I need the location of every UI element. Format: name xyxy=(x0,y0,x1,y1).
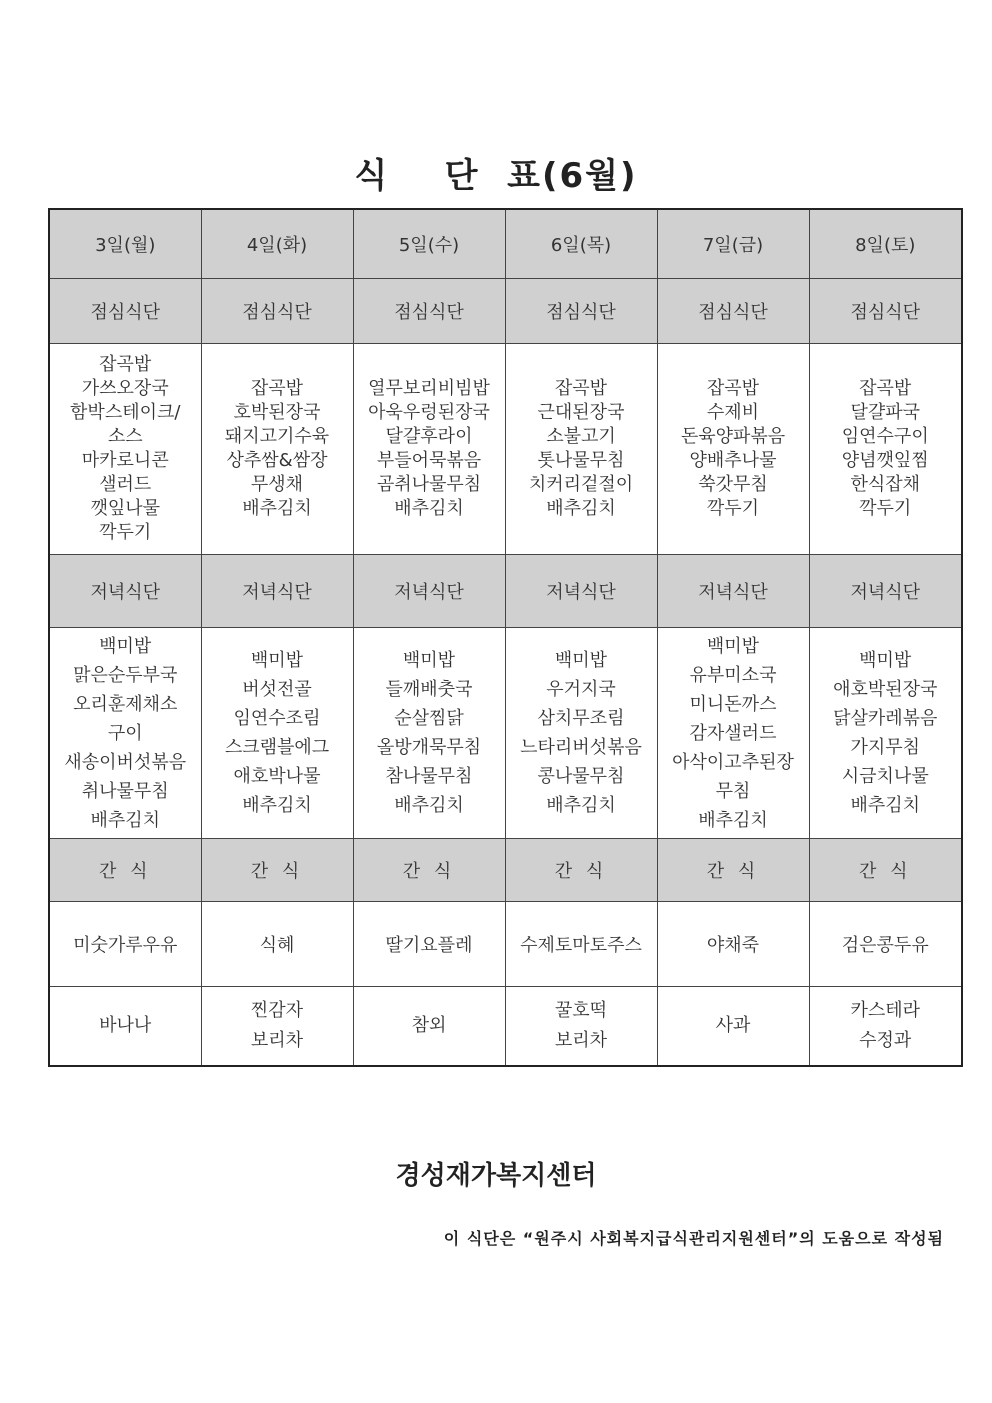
dinner-label-cell: 저녁식단 xyxy=(353,555,505,628)
menu-item: 부들어묵볶음 xyxy=(376,450,482,471)
menu-item: 깍두기 xyxy=(706,498,760,519)
menu-item: 찐감자 xyxy=(250,1000,304,1021)
snack-item-cell: 검은콩두유 xyxy=(809,902,962,987)
lunch-header-row xyxy=(49,279,962,344)
menu-item: 소스 xyxy=(107,426,143,447)
menu-item: 소불고기 xyxy=(546,426,616,447)
dinner-label-cell: 저녁식단 xyxy=(49,555,201,628)
menu-item: 스크램블에그 xyxy=(224,737,330,758)
menu-item: 버섯전골 xyxy=(242,679,312,700)
menu-item: 올방개묵무침 xyxy=(376,737,482,758)
menu-item: 아욱우렁된장국 xyxy=(368,402,490,423)
dinner-header-row xyxy=(49,555,962,628)
menu-item: 배추김치 xyxy=(850,795,921,816)
snack-item-cell xyxy=(201,987,353,1067)
menu-item: 잡곡밥 xyxy=(706,378,760,399)
menu-item: 미니돈까스 xyxy=(689,693,777,715)
dinner-label-cell: 저녁식단 xyxy=(201,555,353,628)
menu-item: 취나물무침 xyxy=(81,780,169,802)
snack-item-cell xyxy=(809,987,962,1067)
snack-label-cell: 간 식 xyxy=(353,839,505,902)
snack-item-cell xyxy=(353,987,505,1067)
menu-item: 열무보리비빔밥 xyxy=(368,378,490,399)
dinner-menu-cell xyxy=(657,628,809,839)
lunch-label-cell: 점심식단 xyxy=(657,279,809,344)
lunch-label-cell: 점심식단 xyxy=(49,279,201,344)
menu-item: 쑥갓무침 xyxy=(698,474,768,495)
lunch-menu-cell xyxy=(353,344,505,555)
snack-label-cell: 간 식 xyxy=(201,839,353,902)
menu-item: 바나나 xyxy=(99,1015,152,1036)
menu-item: 배추김치 xyxy=(546,498,616,519)
menu-item: 배추김치 xyxy=(90,809,161,831)
menu-item: 수제비 xyxy=(706,402,760,423)
menu-item: 임연수조림 xyxy=(233,708,321,729)
menu-item: 마카로니콘 xyxy=(81,450,169,471)
menu-item: 임연수구이 xyxy=(841,426,929,447)
day-header-cell: 3일(월) xyxy=(49,209,201,279)
snack-row-1 xyxy=(49,902,962,987)
menu-item: 백미밥 xyxy=(99,635,152,657)
dinner-menu-cell xyxy=(809,628,962,839)
menu-item: 감자샐러드 xyxy=(689,722,777,744)
snack-item-cell: 미숫가루우유 xyxy=(49,902,201,987)
lunch-menu-cell xyxy=(201,344,353,555)
dinner-menu-cell xyxy=(505,628,657,839)
dinner-menu-cell xyxy=(49,628,201,839)
menu-item: 가지무침 xyxy=(850,737,921,758)
menu-item: 잡곡밥 xyxy=(859,378,912,399)
organization-name: 경성재가복지센터 xyxy=(395,1161,597,1191)
dinner-label-cell: 저녁식단 xyxy=(657,555,809,628)
menu-item: 잡곡밥 xyxy=(554,378,608,399)
menu-item: 근대된장국 xyxy=(537,402,625,423)
snack-item-cell xyxy=(49,987,201,1067)
lunch-menu-cell xyxy=(809,344,962,555)
menu-item: 배추김치 xyxy=(546,795,616,816)
day-header-row xyxy=(49,209,962,279)
dinner-label-cell: 저녁식단 xyxy=(505,555,657,628)
lunch-menu-cell xyxy=(49,344,201,555)
menu-item: 백미밥 xyxy=(859,650,912,671)
day-header-cell: 5일(수) xyxy=(353,209,505,279)
menu-item: 순살찜닭 xyxy=(394,708,464,729)
lunch-menu-row xyxy=(49,344,962,555)
menu-item: 깍두기 xyxy=(99,522,152,543)
menu-item: 곰취나물무침 xyxy=(376,474,482,495)
menu-item: 보리차 xyxy=(250,1030,304,1051)
menu-item: 톳나물무침 xyxy=(537,450,625,471)
menu-item: 시금치나물 xyxy=(841,766,929,787)
menu-item: 돼지고기수육 xyxy=(224,426,330,447)
menu-item: 한식잡채 xyxy=(850,474,921,495)
lunch-menu-cell xyxy=(657,344,809,555)
menu-item: 느타리버섯볶음 xyxy=(520,737,642,758)
menu-item: 카스테라 xyxy=(850,1000,921,1021)
footnote: 이 식단은 “원주시 사회복지급식관리지원센터”의 도움으로 작성됨 xyxy=(443,1229,944,1248)
menu-item: 애호박된장국 xyxy=(833,679,938,700)
menu-item: 사과 xyxy=(715,1015,751,1036)
menu-item: 배추김치 xyxy=(242,498,312,519)
menu-item: 수정과 xyxy=(859,1030,912,1051)
lunch-label-cell: 점심식단 xyxy=(201,279,353,344)
menu-item: 유부미소국 xyxy=(689,664,777,686)
menu-item: 상추쌈&쌈장 xyxy=(226,450,328,471)
menu-item: 달걀파국 xyxy=(850,402,921,423)
menu-item: 가쓰오장국 xyxy=(81,378,169,399)
menu-item: 백미밥 xyxy=(554,650,608,671)
menu-item: 오리훈제채소 xyxy=(73,693,178,715)
menu-item: 백미밥 xyxy=(250,650,304,671)
menu-item: 구이 xyxy=(107,722,143,744)
menu-item: 참나물무침 xyxy=(385,766,473,787)
snack-label-cell: 간 식 xyxy=(49,839,201,902)
day-header-cell: 7일(금) xyxy=(657,209,809,279)
day-header-cell: 8일(토) xyxy=(809,209,962,279)
menu-item: 보리차 xyxy=(554,1030,608,1051)
menu-item: 무침 xyxy=(715,780,751,802)
dinner-menu-row xyxy=(49,628,962,839)
snack-item-cell: 딸기요플레 xyxy=(353,902,505,987)
menu-item: 아삭이고추된장 xyxy=(672,751,794,773)
snack-label-cell: 간 식 xyxy=(657,839,809,902)
snack-item-cell xyxy=(657,987,809,1067)
dinner-menu-cell xyxy=(201,628,353,839)
menu-item: 배추김치 xyxy=(698,809,768,831)
dinner-menu-cell xyxy=(353,628,505,839)
snack-header-row xyxy=(49,839,962,902)
snack-item-cell: 수제토마토주스 xyxy=(505,902,657,987)
menu-item: 백미밥 xyxy=(706,635,760,657)
snack-item-cell xyxy=(505,987,657,1067)
day-header-cell: 6일(목) xyxy=(505,209,657,279)
snack-row-2 xyxy=(49,987,962,1067)
menu-item: 참외 xyxy=(411,1015,447,1036)
menu-item: 무생채 xyxy=(250,474,304,495)
menu-item: 호박된장국 xyxy=(233,402,321,423)
page-title: 식 단 표(6월) xyxy=(354,156,638,196)
menu-item: 맑은순두부국 xyxy=(73,664,178,686)
snack-item-cell: 야채죽 xyxy=(657,902,809,987)
menu-item: 들깨배춧국 xyxy=(385,679,473,700)
snack-item-cell: 식혜 xyxy=(201,902,353,987)
menu-item: 배추김치 xyxy=(394,498,464,519)
snack-label-cell: 간 식 xyxy=(505,839,657,902)
menu-item: 샐러드 xyxy=(99,474,152,495)
menu-item: 백미밥 xyxy=(402,650,456,671)
menu-item: 잡곡밥 xyxy=(250,378,304,399)
menu-item: 배추김치 xyxy=(242,795,312,816)
menu-item: 깻잎나물 xyxy=(90,498,161,519)
menu-item: 애호박나물 xyxy=(233,766,321,787)
meal-table xyxy=(48,208,963,1067)
lunch-label-cell: 점심식단 xyxy=(353,279,505,344)
menu-item: 치커리겉절이 xyxy=(528,474,634,495)
menu-item: 닭살카레볶음 xyxy=(833,708,938,729)
lunch-menu-cell xyxy=(505,344,657,555)
menu-item: 양배추나물 xyxy=(689,450,777,471)
day-header-cell: 4일(화) xyxy=(201,209,353,279)
menu-item: 양념깻잎찜 xyxy=(841,450,929,471)
lunch-label-cell: 점심식단 xyxy=(809,279,962,344)
menu-item: 달걀후라이 xyxy=(385,426,473,447)
dinner-label-cell: 저녁식단 xyxy=(809,555,962,628)
menu-item: 돈육양파볶음 xyxy=(680,426,786,447)
snack-label-cell: 간 식 xyxy=(809,839,962,902)
menu-item: 새송이버섯볶음 xyxy=(64,751,187,773)
menu-item: 꿀호떡 xyxy=(554,1000,608,1021)
menu-item: 함박스테이크/ xyxy=(70,402,181,423)
menu-item: 잡곡밥 xyxy=(99,354,152,375)
lunch-label-cell: 점심식단 xyxy=(505,279,657,344)
menu-item: 우거지국 xyxy=(546,679,616,700)
menu-item: 콩나물무침 xyxy=(537,766,625,787)
menu-item: 깍두기 xyxy=(859,498,912,519)
menu-item: 삼치무조림 xyxy=(537,708,625,729)
menu-item: 배추김치 xyxy=(394,795,464,816)
